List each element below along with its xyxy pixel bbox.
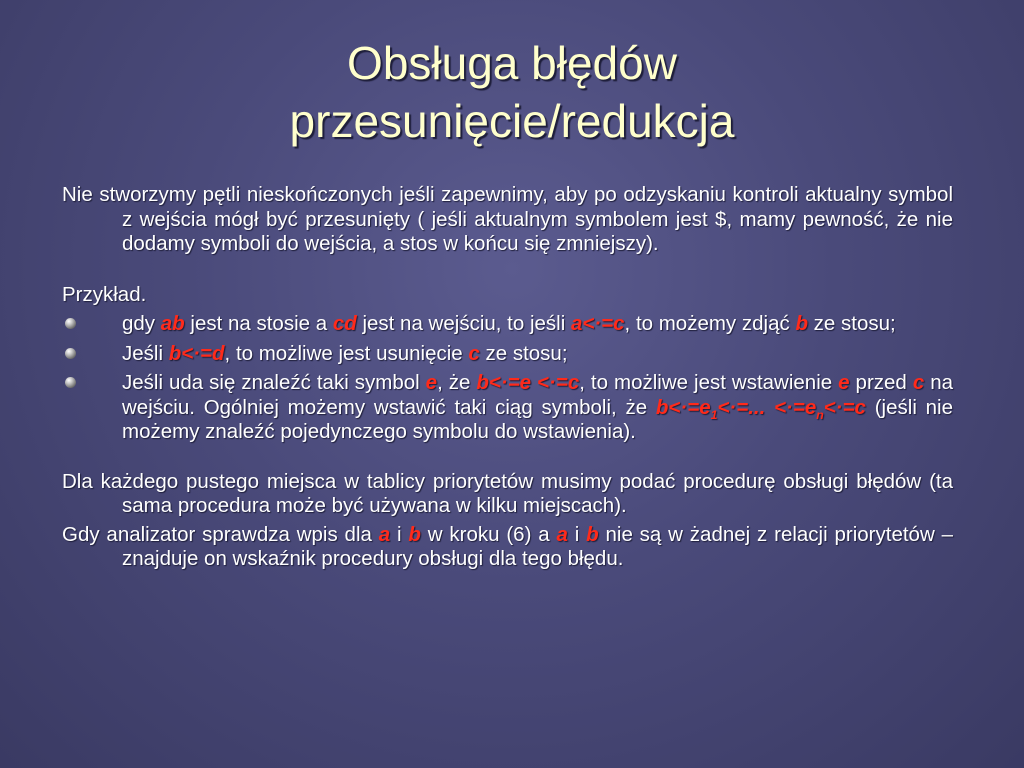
bullet-item-1: gdy ab jest na stosie a cd jest na wejściu, to jeśli a<·=c, to możemy zdjąć b ze stosu; <box>62 312 953 337</box>
paragraph-analyzer: Gdy analizator sprawdza wpis dla a i b w kroku (6) a a i b nie są w żadnej z relacji priorytetów – znajduje on wskaźnik procedury obsługi dla tego błędu. <box>62 522 953 570</box>
sphere-bullet-icon <box>65 377 76 388</box>
paragraph-loop-prevention: Nie stworzymy pętli nieskończonych jeśli zapewnimy, aby po odzyskaniu kontroli aktualny symbol z wejścia mógł być przesunięty ( jeśli aktualnym symbolem jest $, mamy pewność, że nie dodamy symboli do wejścia, a stos w końcu się zmniejszy). <box>62 183 953 255</box>
slide-body <box>62 183 953 572</box>
sphere-bullet-icon <box>65 348 76 359</box>
symbol-sequence: $b<\cdot=e_1<\cdot=$... $<\cdot=e_n<\cdot=c$ <box>655 395 866 422</box>
title-line-1: Obsługa błędów <box>347 37 677 89</box>
bullet-item-2: Jeśli b<·=d, to możliwe jest usunięcie c ze stosu; <box>62 342 953 367</box>
title-line-2: przesunięcie/redukcja <box>289 95 735 147</box>
slide-title <box>0 34 1024 150</box>
example-label: Przykład. <box>62 282 147 306</box>
sphere-bullet-icon <box>65 318 76 329</box>
bullet-item-3: Jeśli uda się znaleźć taki symbol e, że b<·=e <·=c, to możliwe jest wstawienie e przed c na wejściu. Ogólniej możemy wstawić taki ciąg symboli, że $b<\cdot=e_1<\cdot=$... $<\cdot=e_n<\cdot=c$ (jeśli nie możemy znaleźć pojedynczego symbolu do wstawienia). <box>62 371 953 445</box>
paragraph-empty-cells: Dla każdego pustego miejsca w tablicy priorytetów musimy podać procedurę obsługi błędów (ta sama procedura może być używana w kilku miejscach). <box>62 469 953 517</box>
